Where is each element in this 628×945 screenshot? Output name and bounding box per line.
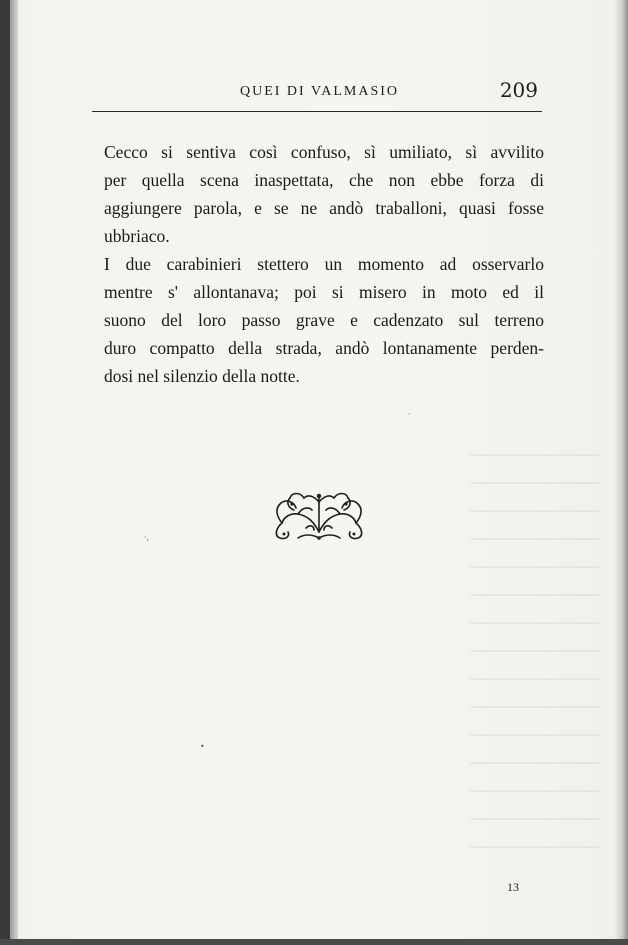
page-binding-edge bbox=[0, 0, 10, 945]
paper-speck: ·, bbox=[144, 533, 150, 542]
bleed-through-shadow bbox=[470, 436, 600, 856]
text-line: per quella scena inaspettata, che non ebbe forza di bbox=[104, 170, 544, 190]
text-line: aggiungere parola, e se ne andò traballoni, quasi fosse bbox=[104, 198, 544, 218]
floral-tailpiece-icon bbox=[268, 488, 370, 544]
header-rule bbox=[92, 111, 542, 112]
page-bottom-edge bbox=[0, 939, 628, 945]
signature-mark: 13 bbox=[507, 880, 519, 894]
page-gutter-shadow bbox=[10, 0, 18, 945]
paper-speck: · bbox=[408, 410, 411, 419]
text-line: dosi nel silenzio della notte. bbox=[104, 366, 300, 386]
paper-speck: • bbox=[200, 742, 205, 751]
paragraph-1 bbox=[104, 138, 544, 250]
page-number: 209 bbox=[499, 78, 538, 102]
body-text bbox=[104, 138, 544, 390]
text-line: ubbriaco. bbox=[104, 226, 170, 246]
text-line: I due carabinieri stettero un momento ad osservarlo bbox=[104, 254, 544, 274]
text-line: mentre s' allontanava; poi si misero in moto ed il bbox=[104, 282, 544, 302]
page-right-edge bbox=[614, 0, 628, 945]
paragraph-2 bbox=[104, 250, 544, 390]
page-header bbox=[92, 80, 544, 110]
running-title: QUEI DI VALMASIO bbox=[240, 84, 400, 99]
text-line: Cecco si sentiva così confuso, sì umiliato, sì avvilito bbox=[104, 142, 544, 162]
text-line: suono del loro passo grave e cadenzato sul terreno bbox=[104, 310, 544, 330]
text-line: duro compatto della strada, andò lontanamente perden- bbox=[104, 338, 544, 358]
